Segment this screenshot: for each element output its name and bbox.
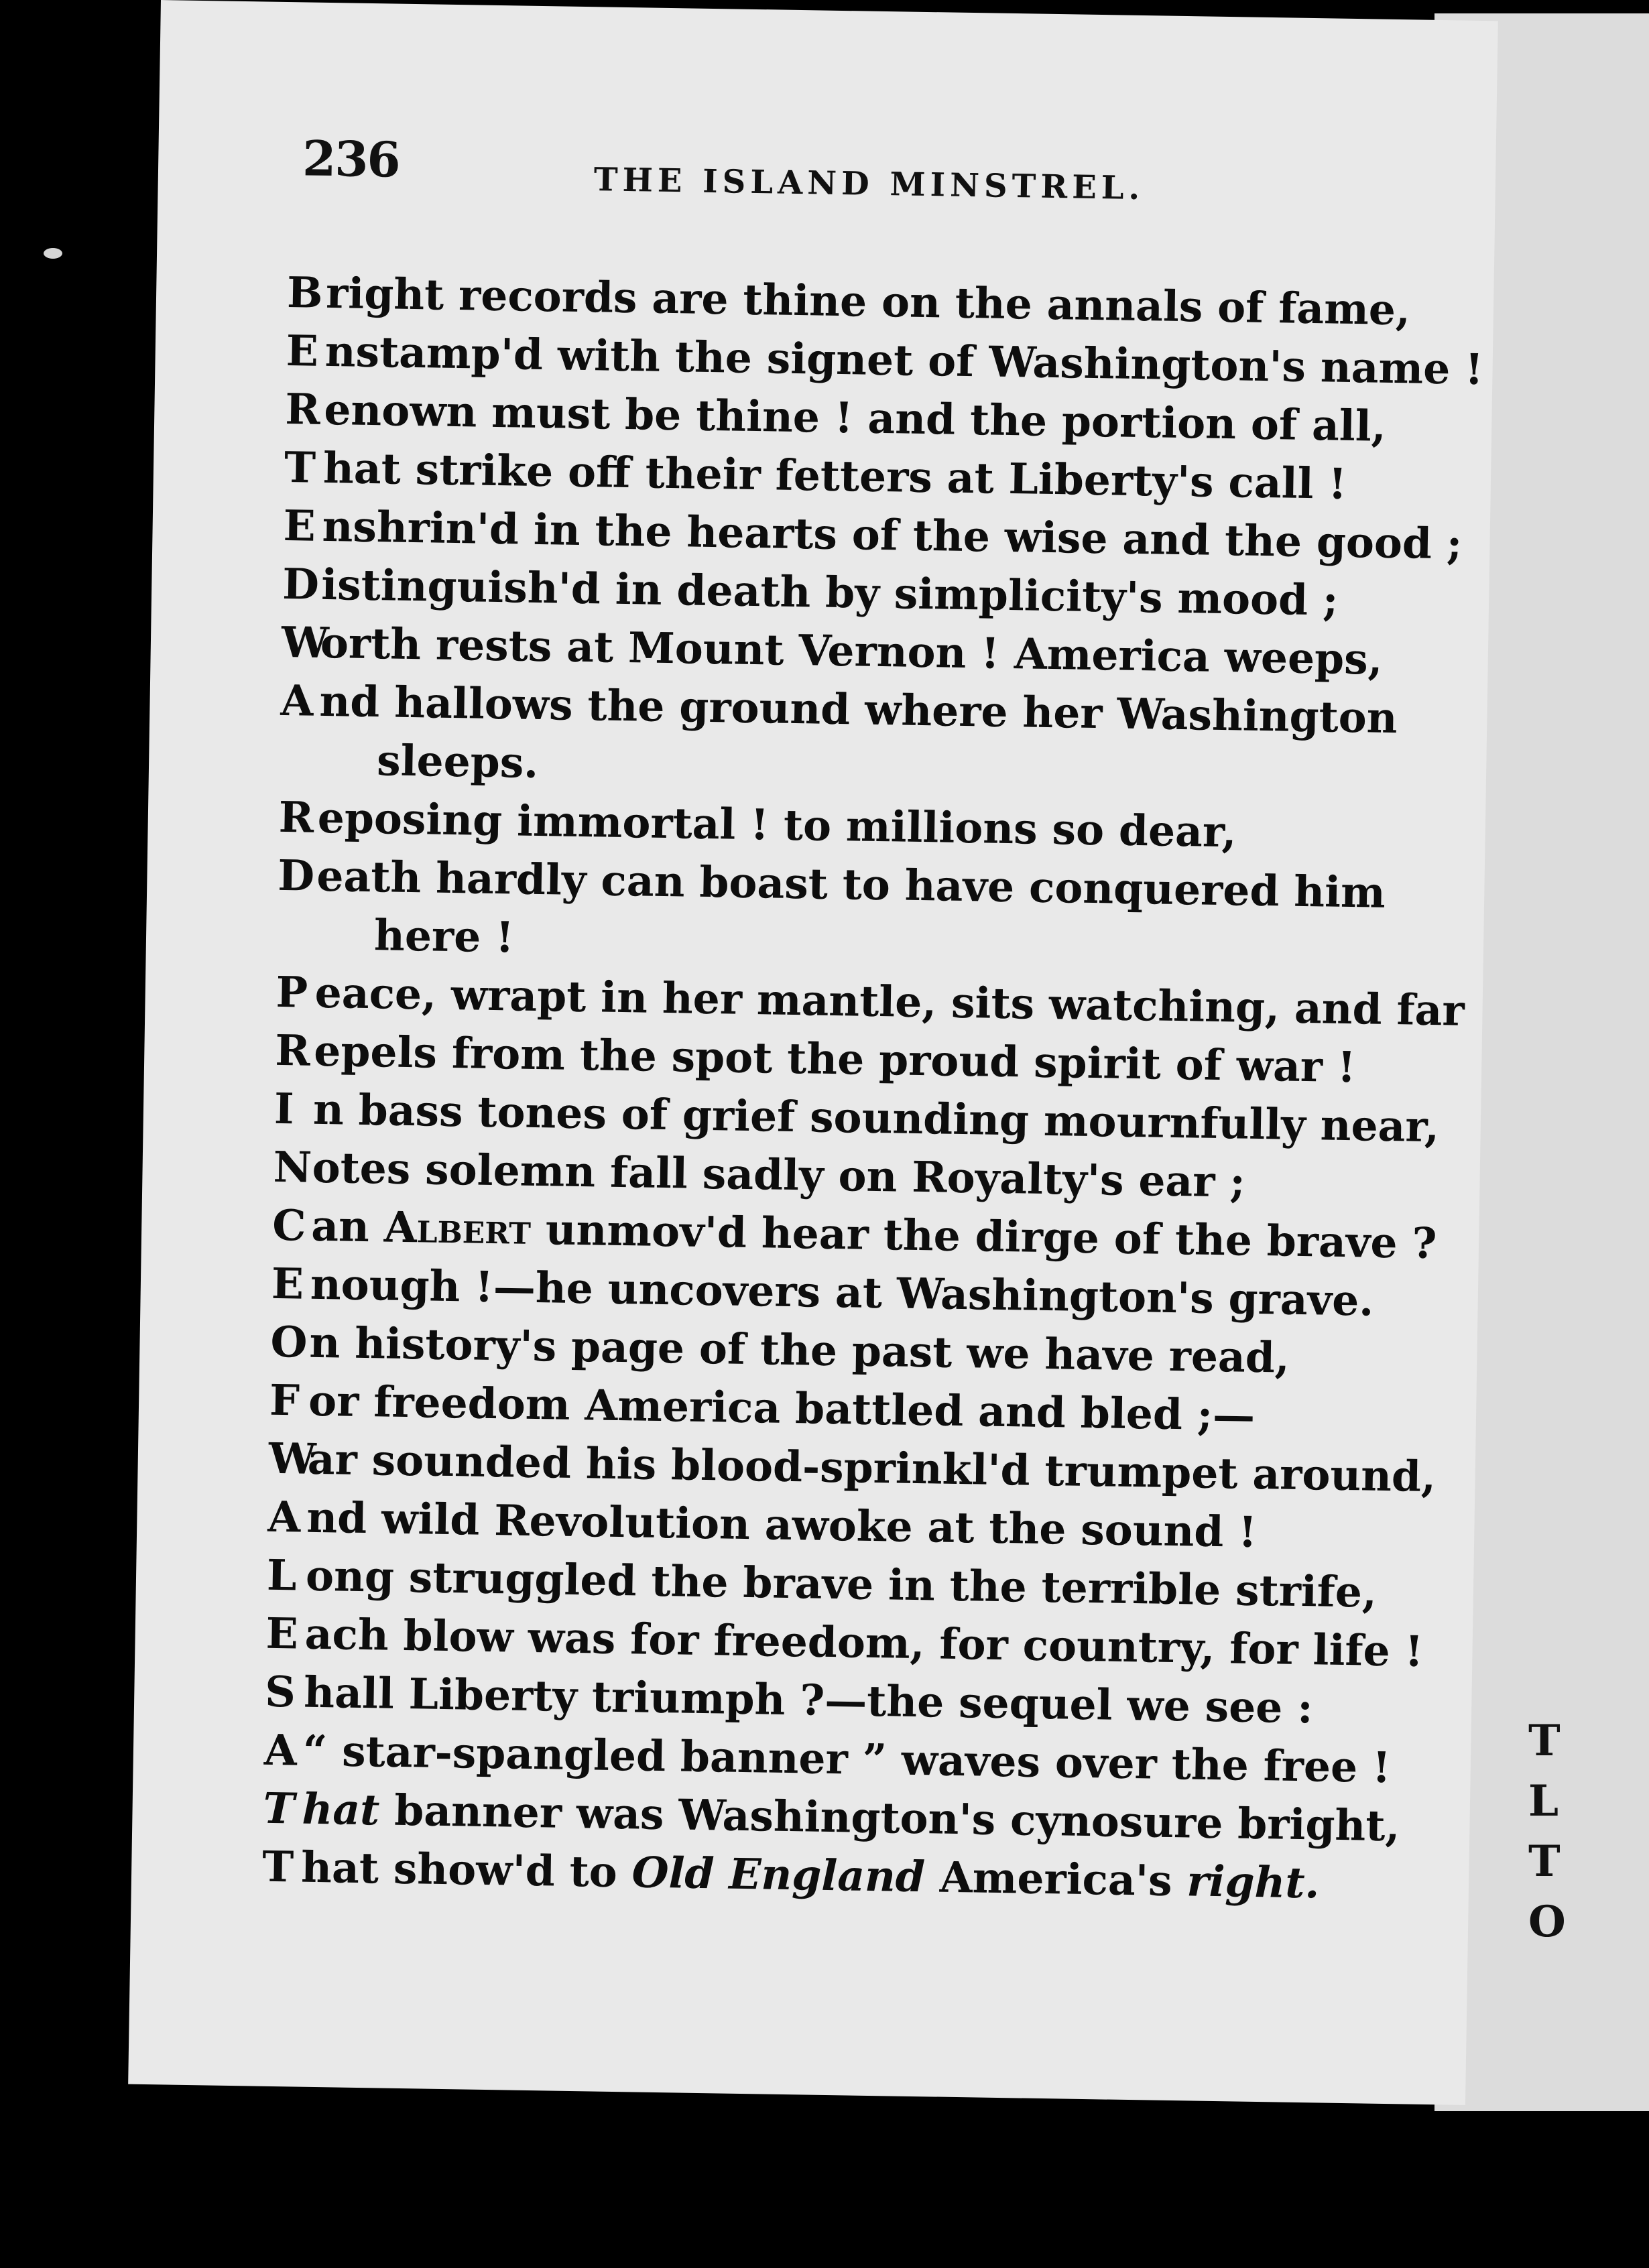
line-italic-lead: hat xyxy=(302,1783,380,1835)
line-initial: A xyxy=(280,675,314,726)
line-name-smallcaps: Albert xyxy=(383,1202,532,1254)
line-initial: W xyxy=(281,617,330,668)
line-italic-end: right. xyxy=(1186,1856,1321,1908)
line-initial: A xyxy=(267,1491,301,1542)
line-italic-phrase: Old England xyxy=(631,1847,926,1902)
line-initial: P xyxy=(276,966,308,1017)
line-text: nstamp'd with the signet of Washington's name ! xyxy=(324,326,1484,395)
line-text: banner was Washington's cynosure bright, xyxy=(379,1785,1400,1851)
line-text: ach blow was for freedom, for country, for life ! xyxy=(304,1609,1424,1676)
line-initial: I xyxy=(273,1083,295,1134)
line-text: istinguish'd in death by simplicity's mood ; xyxy=(320,559,1339,625)
line-initial: R xyxy=(274,1025,311,1076)
line-text: epels from the spot the proud spirit of war ! xyxy=(313,1025,1357,1092)
line-text: hat strike off their fetters at Liberty's call ! xyxy=(322,442,1347,509)
line-text: n history's page of the past we have read, xyxy=(308,1317,1290,1383)
line-initial: D xyxy=(277,850,315,901)
facing-page-letter: T xyxy=(1528,1836,1561,1887)
line-initial: D xyxy=(282,558,320,609)
line-text: orth rests at Mount Vernon ! America weeps, xyxy=(320,617,1384,684)
line-initial: E xyxy=(271,1258,304,1309)
line-text: America's xyxy=(924,1852,1188,1906)
line-initial: S xyxy=(264,1666,296,1717)
line-text: eposing immortal ! to millions so dear, xyxy=(317,792,1237,857)
line-text: otes solemn fall sadly on Royalty's ear ; xyxy=(312,1142,1246,1207)
line-text: here ! xyxy=(373,910,515,962)
line-initial: E xyxy=(265,1608,299,1659)
line-text: nd wild Revolution awoke at the sound ! xyxy=(306,1492,1258,1557)
line-text: eace, wrapt in her mantle, sits watching, and far xyxy=(314,967,1465,1035)
line-text: enown must be thine ! and the portion of all, xyxy=(323,384,1387,451)
line-text: ar sounded his blood-sprinkl'd trumpet around, xyxy=(307,1434,1437,1502)
dust-speck xyxy=(44,248,62,259)
line-initial: A xyxy=(263,1724,298,1775)
line-initial: F xyxy=(269,1375,300,1426)
line-initial: T xyxy=(261,1841,294,1892)
line-initial: E xyxy=(286,326,319,376)
line-initial: T xyxy=(263,1783,296,1834)
line-text: an xyxy=(310,1200,385,1252)
line-text: hat show'd to xyxy=(300,1842,633,1897)
line-initial: B xyxy=(286,267,323,318)
page-number: 236 xyxy=(302,129,400,188)
line-text: nough !—he uncovers at Washington's grave. xyxy=(310,1259,1374,1326)
book-page xyxy=(128,0,1498,2105)
line-text: “ star-spangled banner ” waves over the free ! xyxy=(302,1725,1392,1793)
line-text: nd hallows the ground where her Washington xyxy=(319,676,1398,743)
line-text: unmov'd hear the dirge of the brave ? xyxy=(530,1204,1438,1269)
line-text: n bass tones of grief sounding mournfully near, xyxy=(312,1084,1440,1152)
facing-page-letter: L xyxy=(1528,1776,1559,1826)
line-text: or freedom America battled and bled ;— xyxy=(308,1375,1256,1440)
acrostic-poem xyxy=(261,263,1484,1914)
line-text: eath hardly can boast to have conquered him xyxy=(316,850,1386,918)
facing-page-letter: T xyxy=(1528,1716,1561,1766)
line-initial: C xyxy=(271,1200,307,1251)
facing-page-letter: O xyxy=(1528,1897,1566,1947)
running-head: THE ISLAND MINSTREL. xyxy=(593,161,1145,208)
line-text: nshrin'd in the hearts of the wise and the good ; xyxy=(322,501,1463,569)
line-initial: T xyxy=(284,442,316,493)
line-initial: R xyxy=(284,383,321,434)
line-text: ong struggled the brave in the terrible strife, xyxy=(305,1550,1378,1617)
line-initial: E xyxy=(283,500,316,551)
line-text: hall Liberty triumph ?—the sequel we see : xyxy=(303,1667,1314,1733)
line-initial: O xyxy=(269,1316,308,1367)
line-initial: L xyxy=(266,1550,297,1600)
line-initial: W xyxy=(268,1433,317,1484)
line-initial: R xyxy=(278,792,314,842)
line-initial: N xyxy=(273,1141,312,1192)
line-text: right records are thine on the annals of fame, xyxy=(325,267,1411,335)
line-text: sleeps. xyxy=(376,735,539,788)
